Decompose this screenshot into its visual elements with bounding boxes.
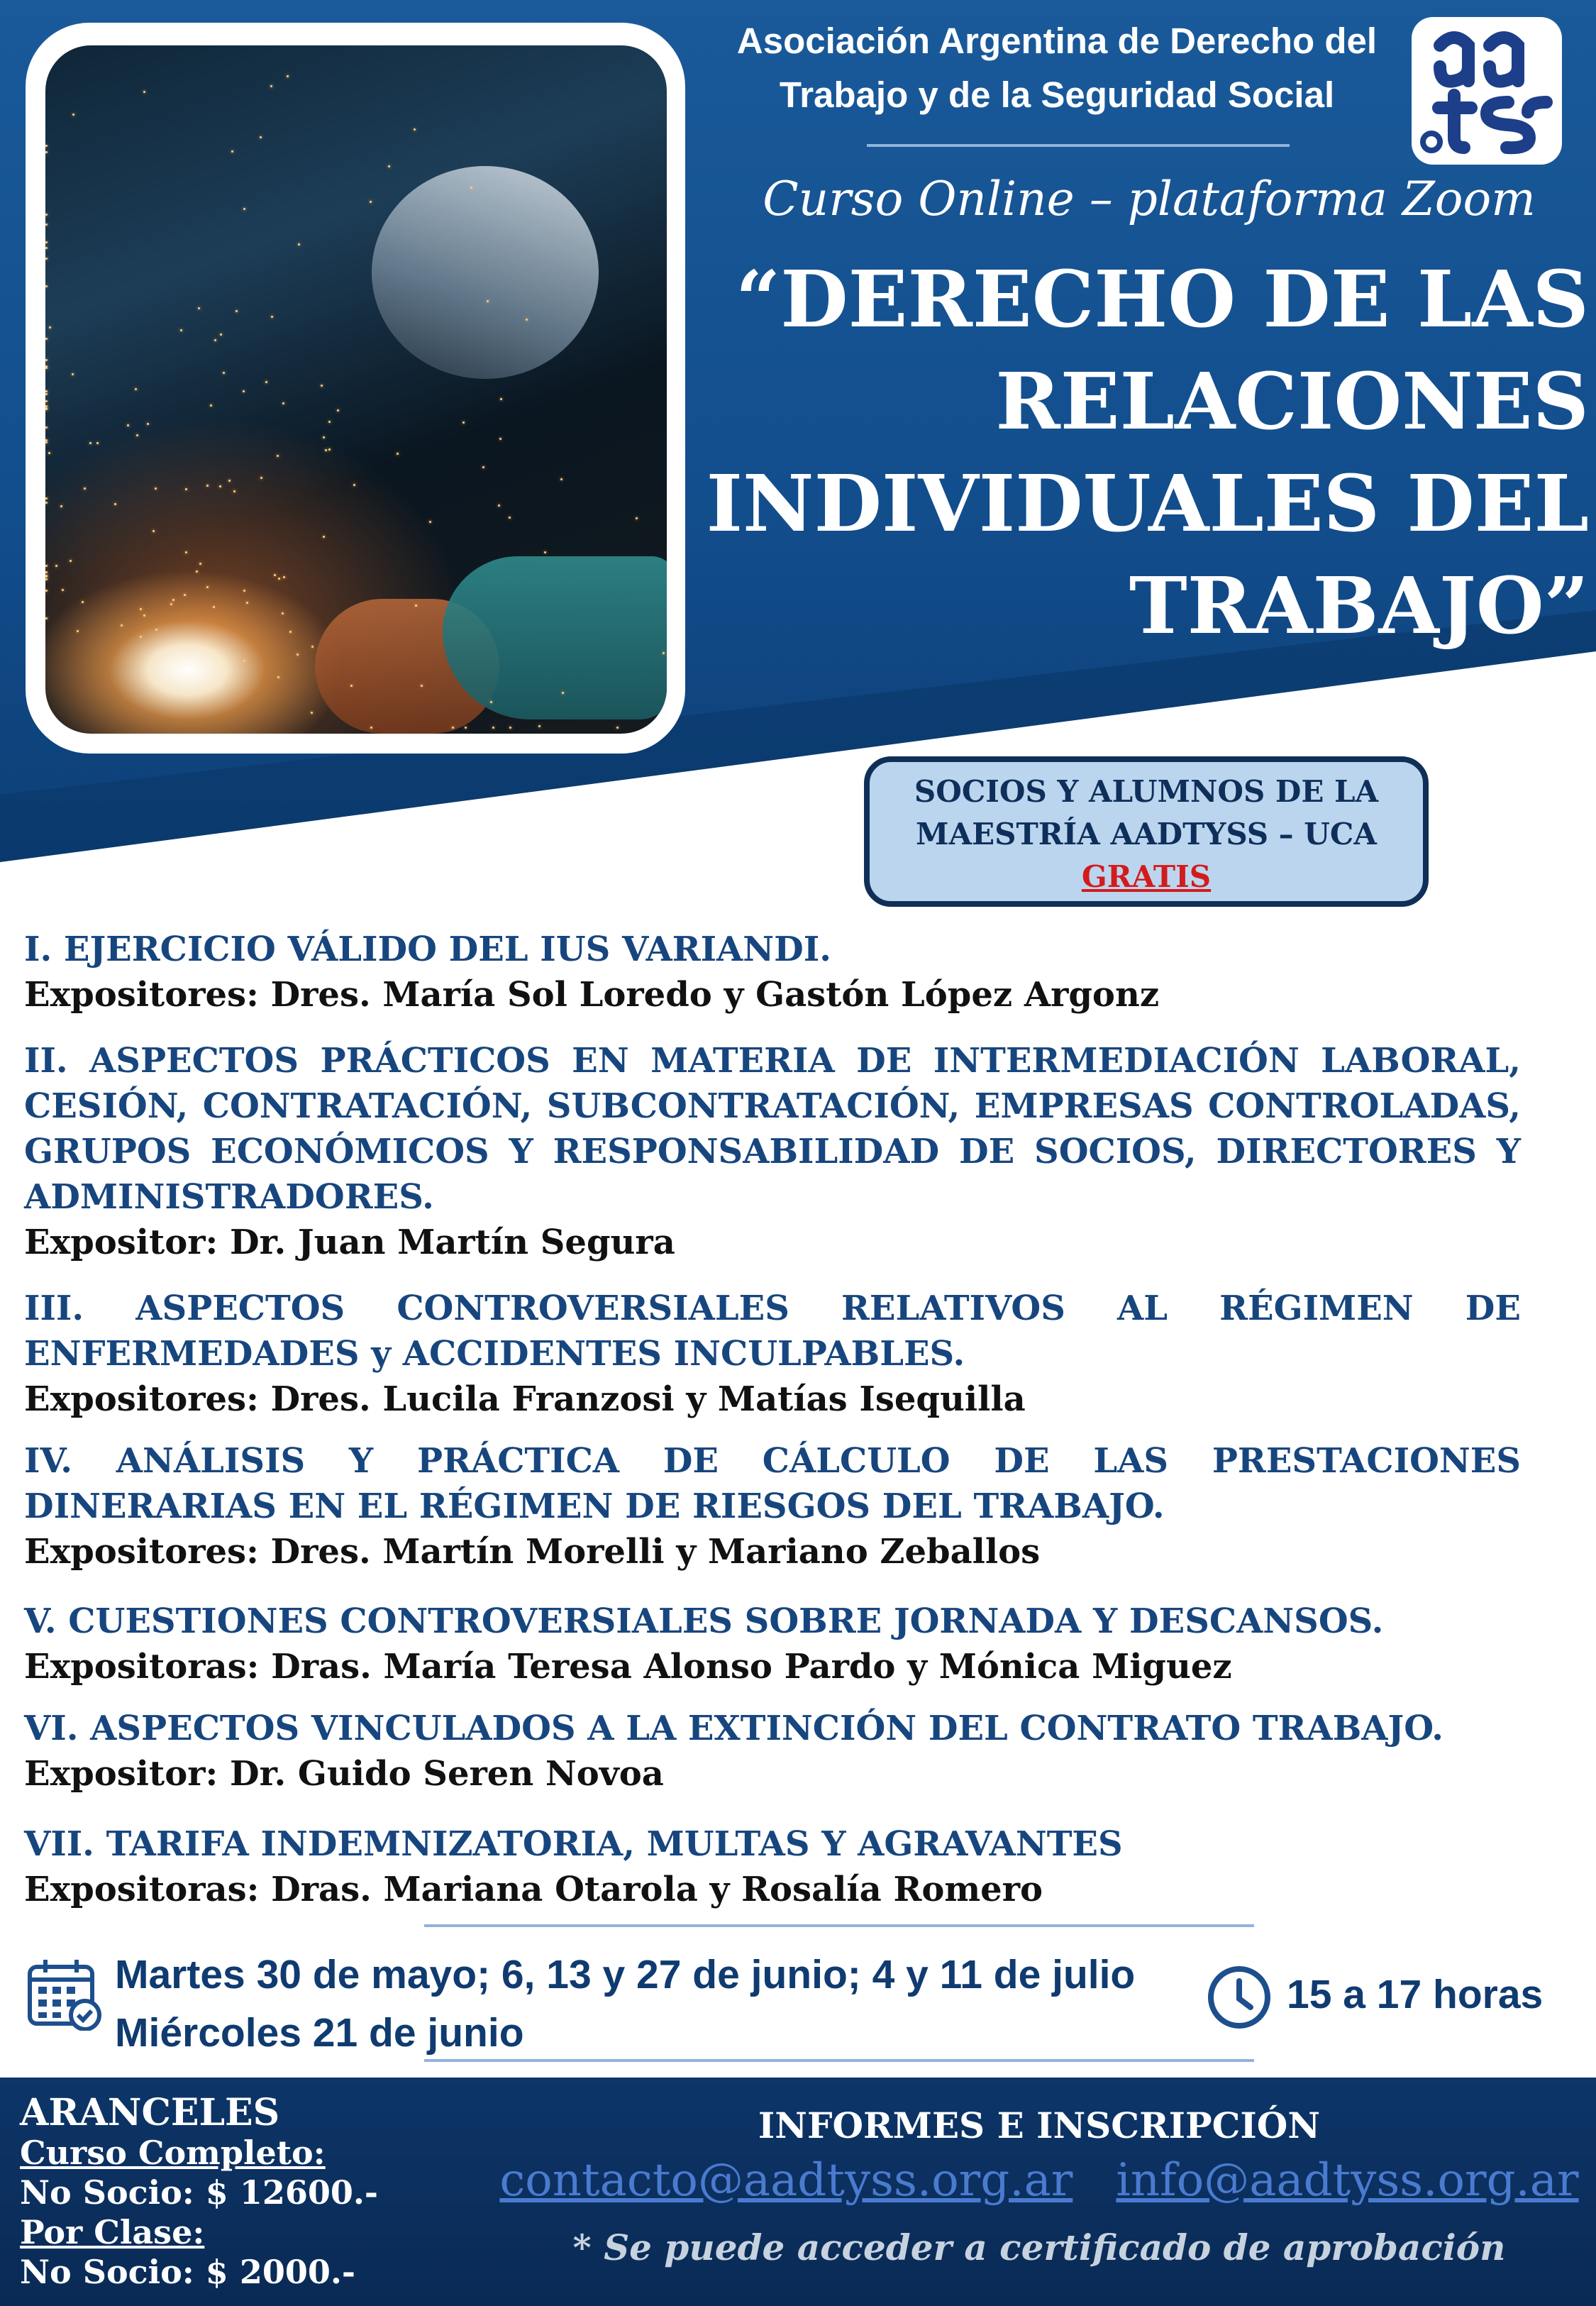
- spark: [282, 612, 284, 614]
- spark: [214, 339, 216, 341]
- spark: [297, 653, 299, 656]
- spark: [325, 449, 327, 451]
- spark: [482, 466, 484, 468]
- spark: [616, 727, 619, 729]
- spark: [72, 114, 74, 116]
- spark: [220, 333, 222, 336]
- per-class-price: No Socio: $ 2000.-: [20, 2253, 355, 2291]
- spark: [663, 652, 665, 654]
- module-title: IV. ANÁLISIS Y PRÁCTICA DE CÁLCULO DE LAS PRESTACIONES DINERARIAS EN EL RÉGIMEN DE RIESGOS DEL TRABAJO.: [24, 1441, 1521, 1526]
- spark: [323, 436, 325, 438]
- course-title-line: INDIVIDUALES DEL: [706, 458, 1589, 549]
- aadtyss-logo: [1412, 17, 1562, 165]
- spark: [185, 551, 187, 553]
- module-speakers: Expositores: Dres. Martín Morelli y Mariano Zeballos: [24, 1532, 1041, 1572]
- spark: [45, 575, 48, 578]
- spark: [45, 247, 48, 249]
- spark: [421, 685, 423, 687]
- spark: [210, 404, 212, 407]
- course-dates: [115, 1946, 1221, 2062]
- spark: [45, 426, 48, 429]
- dates-line2: Miércoles 21 de junio: [115, 2010, 524, 2056]
- spark: [170, 603, 172, 605]
- module-speakers: Expositor: Dr. Juan Martín Segura: [24, 1223, 675, 1262]
- spark: [198, 307, 200, 309]
- certificate-note: * Se puede acceder a certificado de aprobación: [572, 2227, 1506, 2268]
- spark: [414, 128, 416, 131]
- spark: [114, 503, 116, 505]
- spark: [499, 438, 501, 440]
- per-class-label: Por Clase:: [20, 2213, 205, 2251]
- spark: [265, 381, 267, 383]
- spark: [45, 565, 48, 567]
- spark: [233, 490, 235, 492]
- spark: [143, 91, 145, 93]
- spark: [49, 326, 51, 329]
- spark: [228, 480, 231, 482]
- spark: [172, 599, 174, 601]
- org-name-line1: Asociación Argentina de Derecho del: [736, 21, 1378, 61]
- spark: [45, 441, 48, 443]
- spark: [243, 590, 245, 592]
- spark: [45, 408, 48, 410]
- spark: [45, 258, 48, 260]
- spark: [135, 388, 137, 390]
- spark: [243, 390, 245, 392]
- spark: [328, 448, 331, 451]
- full-course-price: No Socio: $ 12600.-: [20, 2173, 378, 2212]
- module-title: VI. ASPECTOS VINCULADOS A LA EXTINCIÓN DEL CONTRATO TRABAJO.: [24, 1709, 1443, 1748]
- spark: [45, 400, 48, 402]
- spark: [321, 385, 323, 387]
- spark: [289, 631, 292, 633]
- module-5: [24, 1599, 1521, 1689]
- info-title: INFORMES E INSCRIPCIÓN: [758, 2104, 1321, 2146]
- spark: [235, 310, 238, 312]
- spark: [465, 727, 467, 729]
- spark: [45, 151, 48, 153]
- spark: [96, 442, 99, 444]
- spark: [206, 586, 209, 588]
- course-title-line: RELACIONES: [995, 355, 1589, 447]
- spark: [82, 601, 84, 603]
- spark: [45, 390, 48, 392]
- fees-block: [20, 2093, 474, 2292]
- free-box-line2: MAESTRÍA AADTYSS – UCA: [916, 817, 1377, 851]
- spark: [415, 605, 417, 607]
- spark: [140, 636, 142, 638]
- free-badge: GRATIS: [1081, 859, 1212, 894]
- spark: [462, 421, 465, 424]
- email-link-info[interactable]: info@aadtyss.org.ar: [1116, 2154, 1579, 2207]
- schedule-top-rule: [424, 1924, 1254, 1927]
- spark: [370, 201, 372, 203]
- free-box-line1: SOCIOS Y ALUMNOS DE LA: [914, 774, 1379, 809]
- spark: [77, 630, 79, 632]
- course-title: [681, 248, 1589, 657]
- spark: [277, 455, 279, 457]
- calendar-icon: [26, 1957, 102, 2031]
- fees-heading: ARANCELES: [20, 2091, 280, 2134]
- spark: [45, 393, 48, 395]
- spark: [271, 316, 273, 318]
- spark: [45, 367, 48, 369]
- spark: [388, 165, 390, 167]
- spark: [311, 646, 314, 648]
- module-title: I. EJERCICIO VÁLIDO DEL IUS VARIANDI.: [24, 929, 831, 969]
- spark: [155, 487, 157, 490]
- spark: [45, 359, 48, 361]
- spark: [45, 224, 48, 226]
- module-speakers: Expositor: Dr. Guido Seren Novoa: [24, 1754, 664, 1794]
- spark: [298, 243, 300, 246]
- spark: [70, 560, 72, 562]
- spark: [397, 453, 399, 455]
- spark: [48, 452, 50, 454]
- spark: [323, 536, 325, 538]
- spark: [498, 504, 500, 507]
- spark: [337, 409, 339, 412]
- spark: [370, 727, 372, 729]
- spark: [246, 602, 248, 604]
- spark: [509, 727, 511, 729]
- spark: [219, 485, 221, 487]
- header-divider: [867, 144, 1290, 147]
- spark: [89, 442, 92, 444]
- spark: [184, 594, 186, 596]
- spark: [500, 398, 502, 400]
- module-3: [24, 1286, 1521, 1422]
- spark: [243, 660, 245, 662]
- spark: [213, 606, 215, 608]
- spark: [153, 530, 155, 532]
- spark: [84, 487, 86, 490]
- module-title: VII. TARIFA INDEMNIZATORIA, MULTAS Y AGRAVANTES: [24, 1824, 1123, 1864]
- spark: [45, 214, 48, 216]
- spark: [199, 563, 201, 565]
- module-6: [24, 1706, 1521, 1797]
- course-hours: 15 a 17 horas: [1287, 1972, 1544, 2017]
- module-title: V. CUESTIONES CONTROVERSIALES SOBRE JORNADA Y DESCANSOS.: [24, 1601, 1384, 1641]
- work-glove: [443, 556, 667, 719]
- spark: [60, 505, 62, 507]
- spark: [45, 617, 48, 619]
- spark: [287, 75, 289, 77]
- clock-icon: [1206, 1964, 1273, 2031]
- module-7: [24, 1821, 1521, 1912]
- spark: [196, 570, 198, 573]
- module-speakers: Expositoras: Dras. Mariana Otarola y Rosalía Romero: [24, 1870, 1043, 1909]
- spark: [45, 241, 48, 243]
- dates-line1: Martes 30 de mayo; 6, 13 y 27 de junio; 4 y 11 de julio: [115, 1952, 1136, 1997]
- module-4: [24, 1438, 1521, 1574]
- spark: [278, 578, 280, 580]
- spark: [127, 424, 129, 426]
- spark: [282, 402, 284, 404]
- module-speakers: Expositoras: Dras. María Teresa Alonso Pardo y Mónica Miguez: [24, 1647, 1232, 1687]
- spark: [538, 725, 541, 727]
- spark: [45, 338, 48, 340]
- spark: [45, 578, 48, 580]
- module-2: [24, 1038, 1521, 1265]
- spark: [62, 589, 64, 591]
- course-title-line: “DERECHO DE LAS: [735, 253, 1589, 345]
- contact-emails: [497, 2154, 1582, 2207]
- spark: [544, 551, 546, 553]
- welding-photo: [45, 45, 667, 734]
- spark: [243, 208, 245, 210]
- course-title-line: TRABAJO”: [1129, 560, 1589, 651]
- course-subtitle: Curso Online – plataforma Zoom: [763, 172, 1536, 226]
- spark: [260, 136, 262, 138]
- spark: [231, 150, 233, 153]
- spark: [45, 145, 48, 147]
- module-speakers: Expositores: Dres. Lucila Franzosi y Matías Isequilla: [24, 1379, 1026, 1419]
- spark: [45, 502, 48, 504]
- spark: [140, 608, 142, 610]
- spark: [470, 187, 472, 189]
- spark: [45, 590, 48, 592]
- spark: [560, 478, 563, 480]
- full-course-label: Curso Completo:: [20, 2134, 326, 2172]
- spark: [55, 565, 57, 567]
- module-title: III. ASPECTOS CONTROVERSIALES RELATIVOS AL RÉGIMEN DE ENFERMEDADES y ACCIDENTES INCULPABLES.: [24, 1289, 1521, 1374]
- spark: [492, 727, 494, 729]
- module-title: II. ASPECTOS PRÁCTICOS EN MATERIA DE INTERMEDIACIÓN LABORAL, CESIÓN, CONTRATACIÓN, SUBCONTRATACIÓN, EMPRESAS CONTROLADAS, GRUPOS ECONÓMICOS Y RESPONSABILIDAD DE SOCIOS, DIRECTORES Y ADMINISTRADORES.: [24, 1041, 1521, 1217]
- spark: [353, 484, 355, 486]
- spark: [45, 285, 48, 287]
- spark: [311, 712, 313, 714]
- schedule-bottom-rule: [424, 2059, 1254, 2062]
- spark: [185, 488, 187, 490]
- spark: [636, 517, 638, 519]
- spark: [328, 421, 331, 423]
- spark: [223, 372, 225, 374]
- spark: [136, 434, 138, 436]
- org-name-line2: Trabajo y de la Seguridad Social: [779, 75, 1335, 115]
- spark: [509, 517, 511, 519]
- spark: [121, 624, 123, 627]
- free-access-box: [864, 756, 1429, 907]
- welding-mask: [372, 166, 599, 379]
- spark: [274, 574, 276, 576]
- spark: [45, 571, 48, 573]
- spark: [143, 614, 145, 617]
- spark: [72, 373, 74, 375]
- module-1: [24, 927, 1521, 1017]
- spark: [45, 497, 48, 500]
- email-link-contacto[interactable]: contacto@aadtyss.org.ar: [499, 2154, 1073, 2207]
- spark: [260, 477, 262, 479]
- spark: [283, 576, 285, 578]
- spark: [206, 485, 209, 487]
- spark: [147, 423, 149, 425]
- spark: [277, 676, 279, 678]
- spark: [180, 329, 182, 331]
- spark: [429, 521, 431, 523]
- module-speakers: Expositores: Dres. María Sol Loredo y Gastón López Argonz: [24, 975, 1160, 1015]
- spark: [452, 727, 454, 729]
- spark: [270, 85, 272, 87]
- spark: [155, 629, 157, 631]
